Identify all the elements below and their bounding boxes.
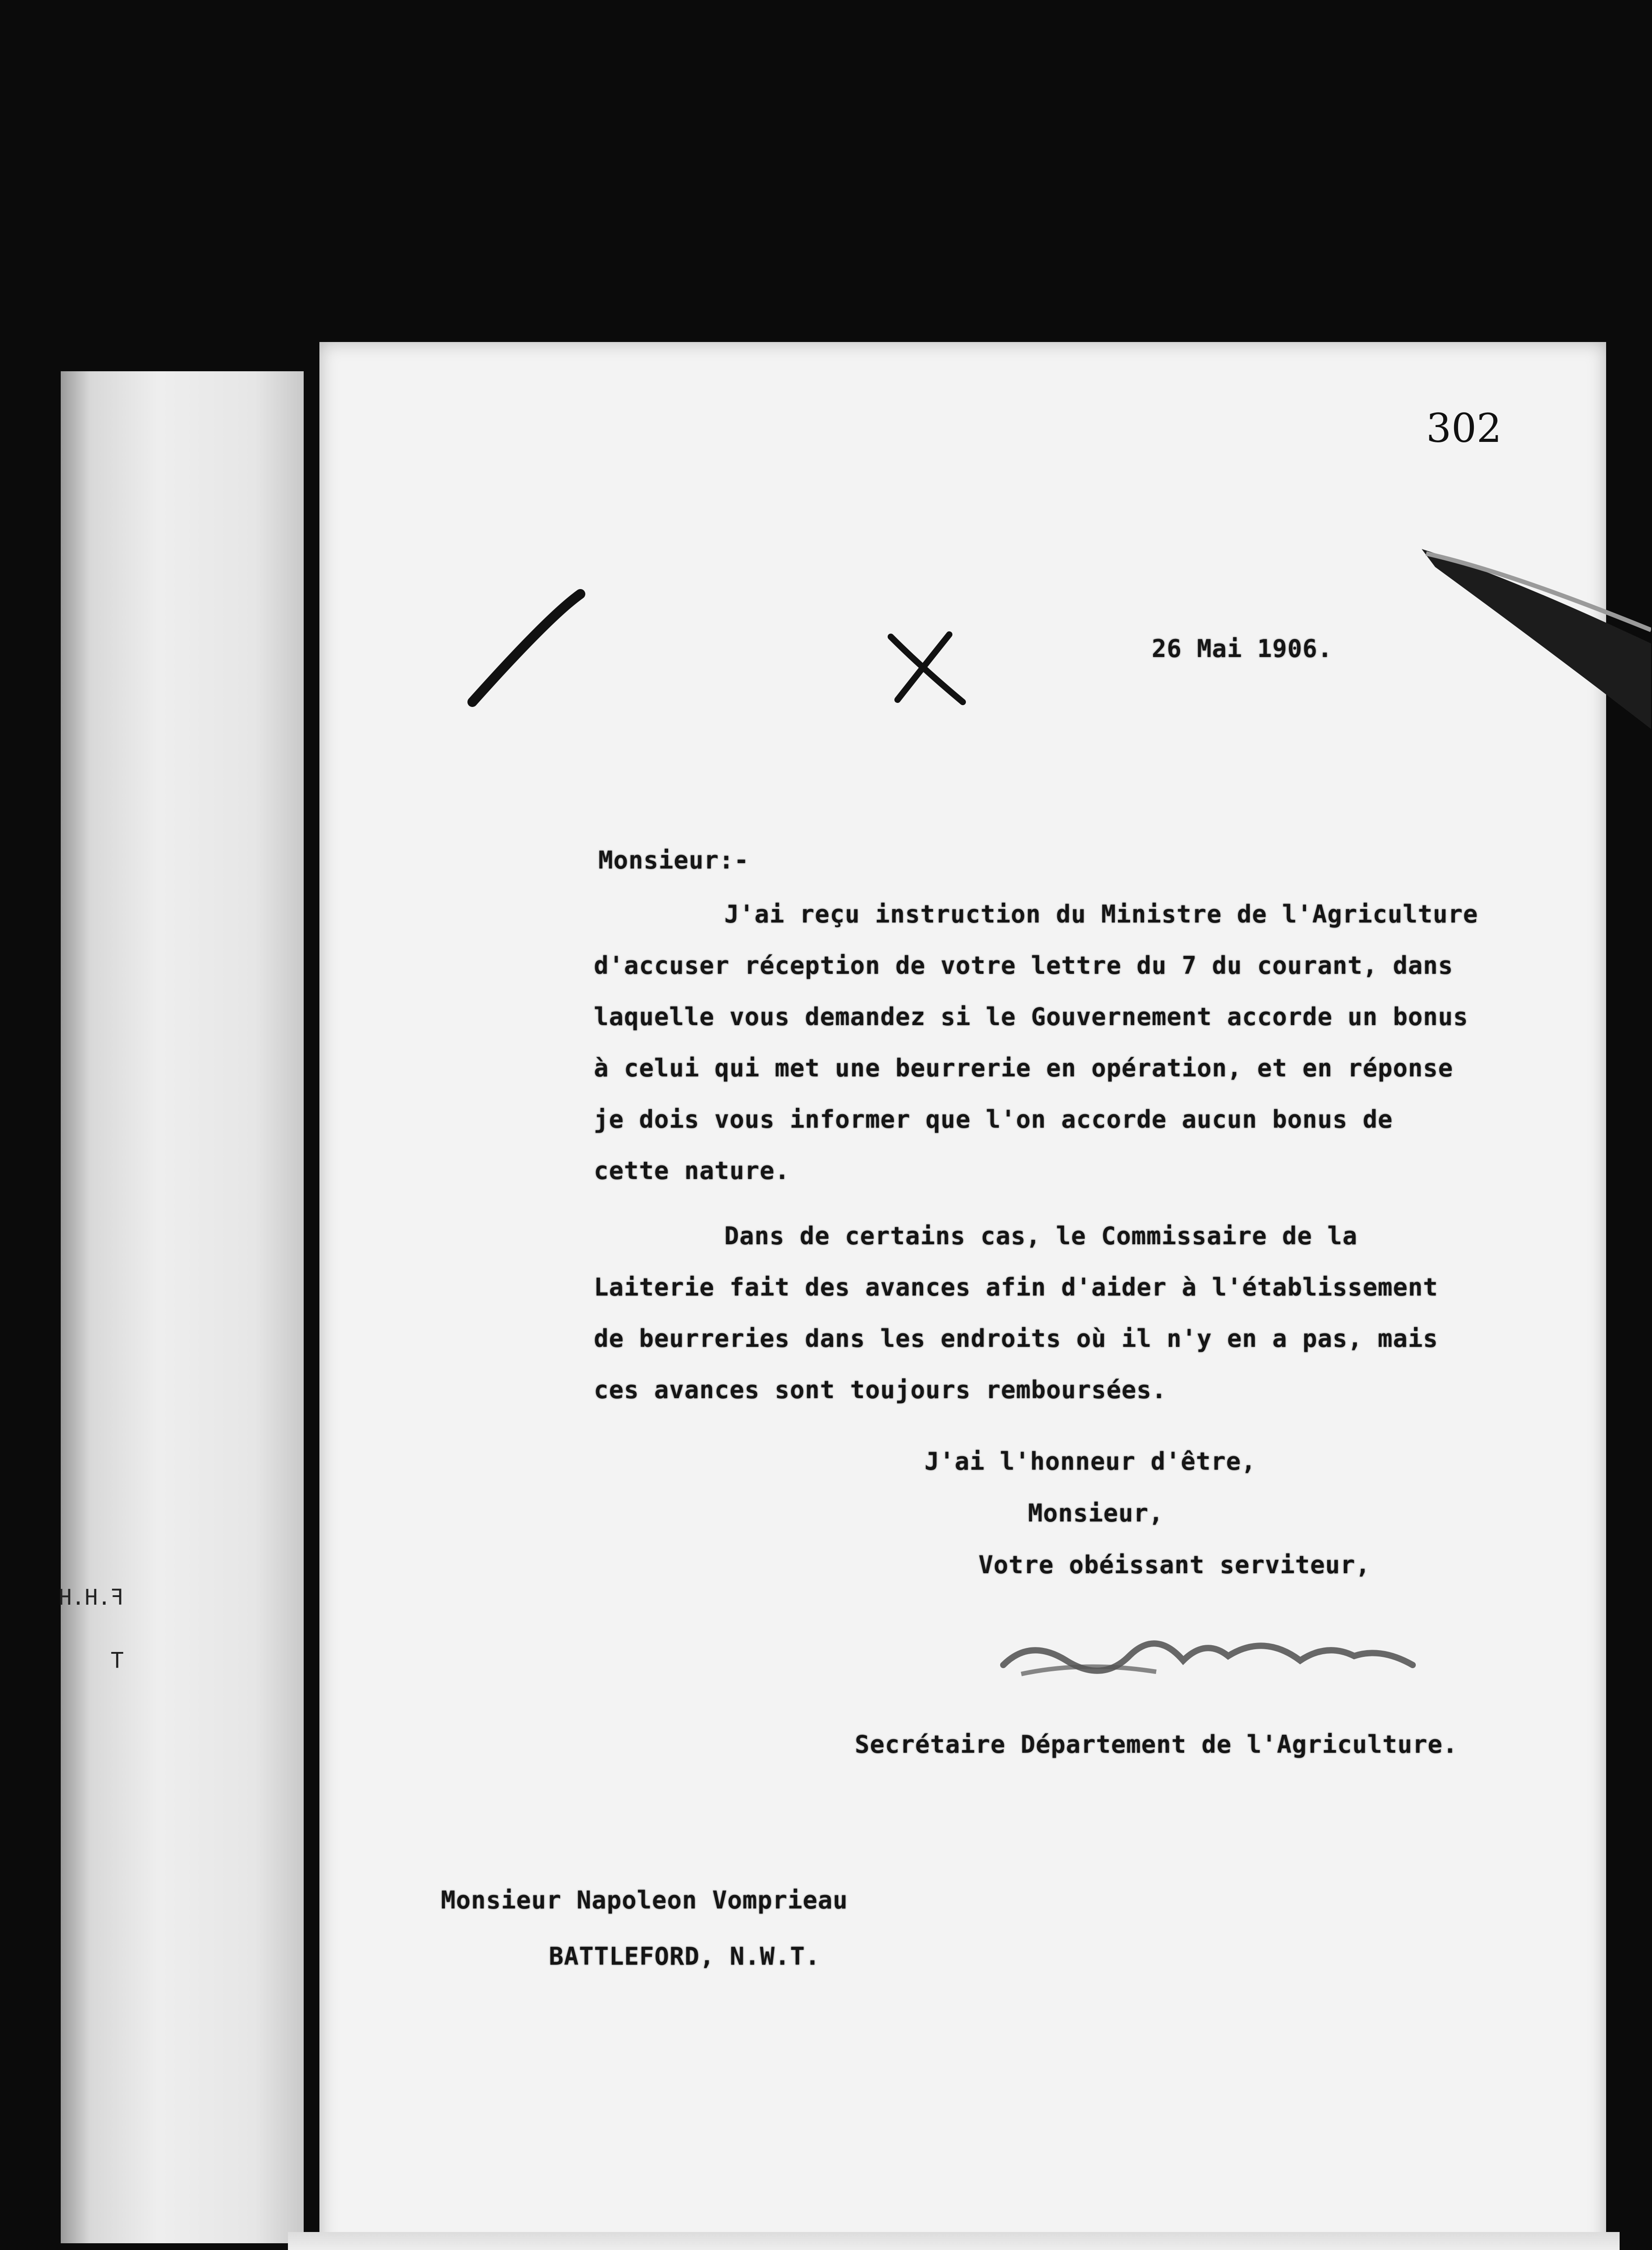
paragraph-line: J'ai reçu instruction du Ministre de l'Agriculture (724, 900, 1478, 928)
page-bottom-edge (288, 2232, 1620, 2250)
paragraph-2 (594, 1210, 1438, 1416)
paragraph-line: laquelle vous demandez si le Gouvernement accorde un bonus (594, 1003, 1468, 1031)
closing-line: Votre obéissant serviteur, (979, 1551, 1371, 1579)
paragraph-line: à celui qui met une beurrerie en opération, et en réponse (594, 1054, 1454, 1082)
handwritten-slash-mark (459, 580, 594, 716)
closing-line: J'ai l'honneur d'être, (925, 1447, 1257, 1476)
handwritten-x-mark (882, 628, 972, 709)
left-fragment-2: T (111, 1648, 124, 1673)
handwritten-signature (994, 1611, 1422, 1688)
paragraph-1 (594, 889, 1478, 1197)
paragraph-line: ces avances sont toujours remboursées. (594, 1376, 1167, 1404)
left-page-fragments (58, 1566, 124, 1692)
paragraph-line: d'accuser réception de votre lettre du 7 du courant, dans (594, 951, 1454, 980)
page-number: 302 (1426, 405, 1502, 451)
letter-date: 26 Mai 1906. (1152, 634, 1333, 663)
salutation: Monsieur:- (598, 846, 750, 874)
pen-tip-icon (1417, 540, 1651, 729)
closing-line: Monsieur, (1028, 1499, 1164, 1527)
recipient-location: BATTLEFORD, N.W.T. (549, 1942, 821, 1971)
closing-block (925, 1436, 1370, 1591)
paragraph-line: Dans de certains cas, le Commissaire de la (724, 1222, 1358, 1250)
paragraph-line: cette nature. (594, 1156, 790, 1185)
paragraph-line: Laiterie fait des avances afin d'aider à l'établissement (594, 1273, 1438, 1301)
recipient-name: Monsieur Napoleon Vomprieau (441, 1886, 848, 1914)
paragraph-line: je dois vous informer que l'on accorde aucun bonus de (594, 1105, 1393, 1134)
signature-title: Secrétaire Département de l'Agriculture. (855, 1730, 1458, 1759)
recipient-address (441, 1872, 848, 1984)
left-folded-page (58, 371, 304, 2243)
left-fragment-1: F.H.H (58, 1585, 124, 1610)
paragraph-line: de beurreries dans les endroits où il n'y en a pas, mais (594, 1324, 1438, 1353)
